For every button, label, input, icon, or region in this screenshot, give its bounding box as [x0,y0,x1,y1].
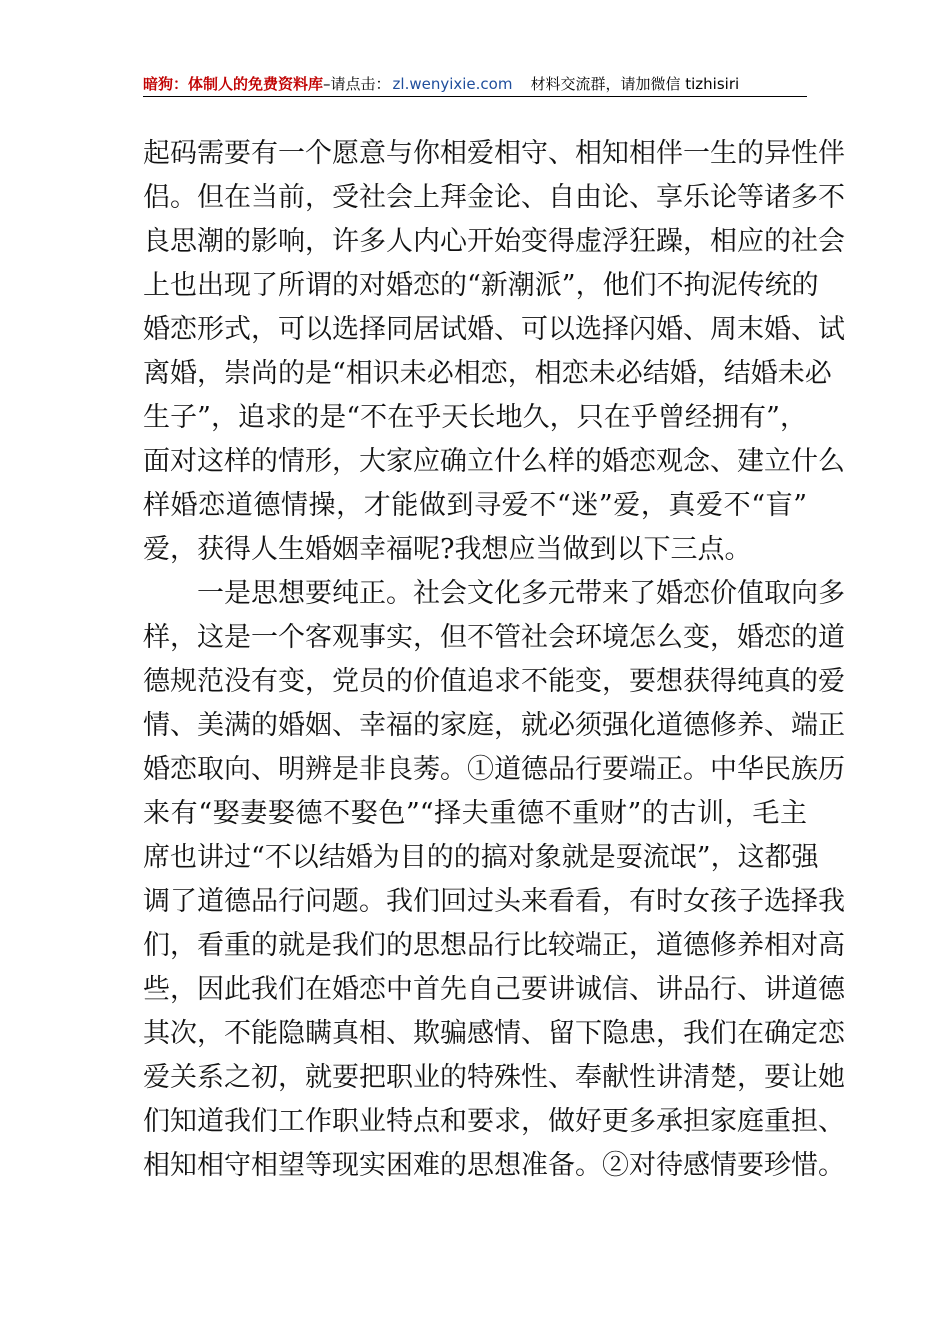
header-url-link[interactable]: zl.wenyixie.com [392,75,513,93]
paragraph-start-line: 一是思想要纯正。社会文化多元带来了婚恋价值取向多 [197,578,845,609]
header-brand[interactable]: 暗狗：体制人的免费资料库 [143,75,324,93]
text-line: 上也出现了所谓的对婚恋的“新潮派”，他们不拘泥传统的 [143,270,819,301]
page-header [143,70,807,97]
text-line: 良思潮的影响，许多人内心开始变得虚浮狂躁，相应的社会 [143,226,845,257]
text-line: 样婚恋道德情操，才能做到寻爱不“迷”爱，真爱不“盲” [143,490,807,521]
text-line: 样，这是一个客观事实，但不管社会环境怎么变，婚恋的道 [143,622,845,653]
text-line: 离婚，崇尚的是“相识未必相恋，相恋未必结婚，结婚未必 [143,358,832,389]
text-line: 来有“娶妻娶德不娶色”“择夫重德不重财”的古训，毛主 [143,798,807,829]
text-line: 婚恋形式，可以选择同居试婚、可以选择闪婚、周末婚、试 [143,314,845,345]
text-line: 德规范没有变，党员的价值追求不能变，要想获得纯真的爱 [143,666,845,697]
header-wechat-note: 材料交流群，请加微信 tizhisiri [530,75,740,93]
text-line: 相知相守相望等现实困难的思想准备。②对待感情要珍惜。 [143,1150,845,1181]
text-line: 生子”，追求的是“不在乎天长地久，只在乎曾经拥有”， [143,402,807,433]
text-line: 爱关系之初，就要把职业的特殊性、奉献性讲清楚，要让她 [143,1062,845,1093]
text-line: 侣。但在当前，受社会上拜金论、自由论、享乐论等诸多不 [143,182,845,213]
text-line: 情、美满的婚姻、幸福的家庭，就必须强化道德修养、端正 [143,710,845,741]
text-line: 席也讲过“不以结婚为目的的搞对象就是耍流氓”，这都强 [143,842,819,873]
header-prompt: –请点击： [323,75,391,93]
text-line: 面对这样的情形，大家应确立什么样的婚恋观念、建立什么 [143,446,845,477]
text-line: 些，因此我们在婚恋中首先自己要讲诚信、讲品行、讲道德 [143,974,845,1005]
text-line: 调了道德品行问题。我们回过头来看看，有时女孩子选择我 [143,886,845,917]
text-line: 们，看重的就是我们的思想品行比较端正，道德修养相对高 [143,930,845,961]
text-line: 们知道我们工作职业特点和要求，做好更多承担家庭重担、 [143,1106,845,1137]
text-line: 婚恋取向、明辨是非良莠。①道德品行要端正。中华民族历 [143,754,845,785]
text-line: 起码需要有一个愿意与你相爱相守、相知相伴一生的异性伴 [143,138,845,169]
document-body [143,132,845,1188]
text-line: 其次，不能隐瞒真相、欺骗感情、留下隐患，我们在确定恋 [143,1018,845,1049]
text-line: 爱，获得人生婚姻幸福呢?我想应当做到以下三点。 [143,534,752,565]
